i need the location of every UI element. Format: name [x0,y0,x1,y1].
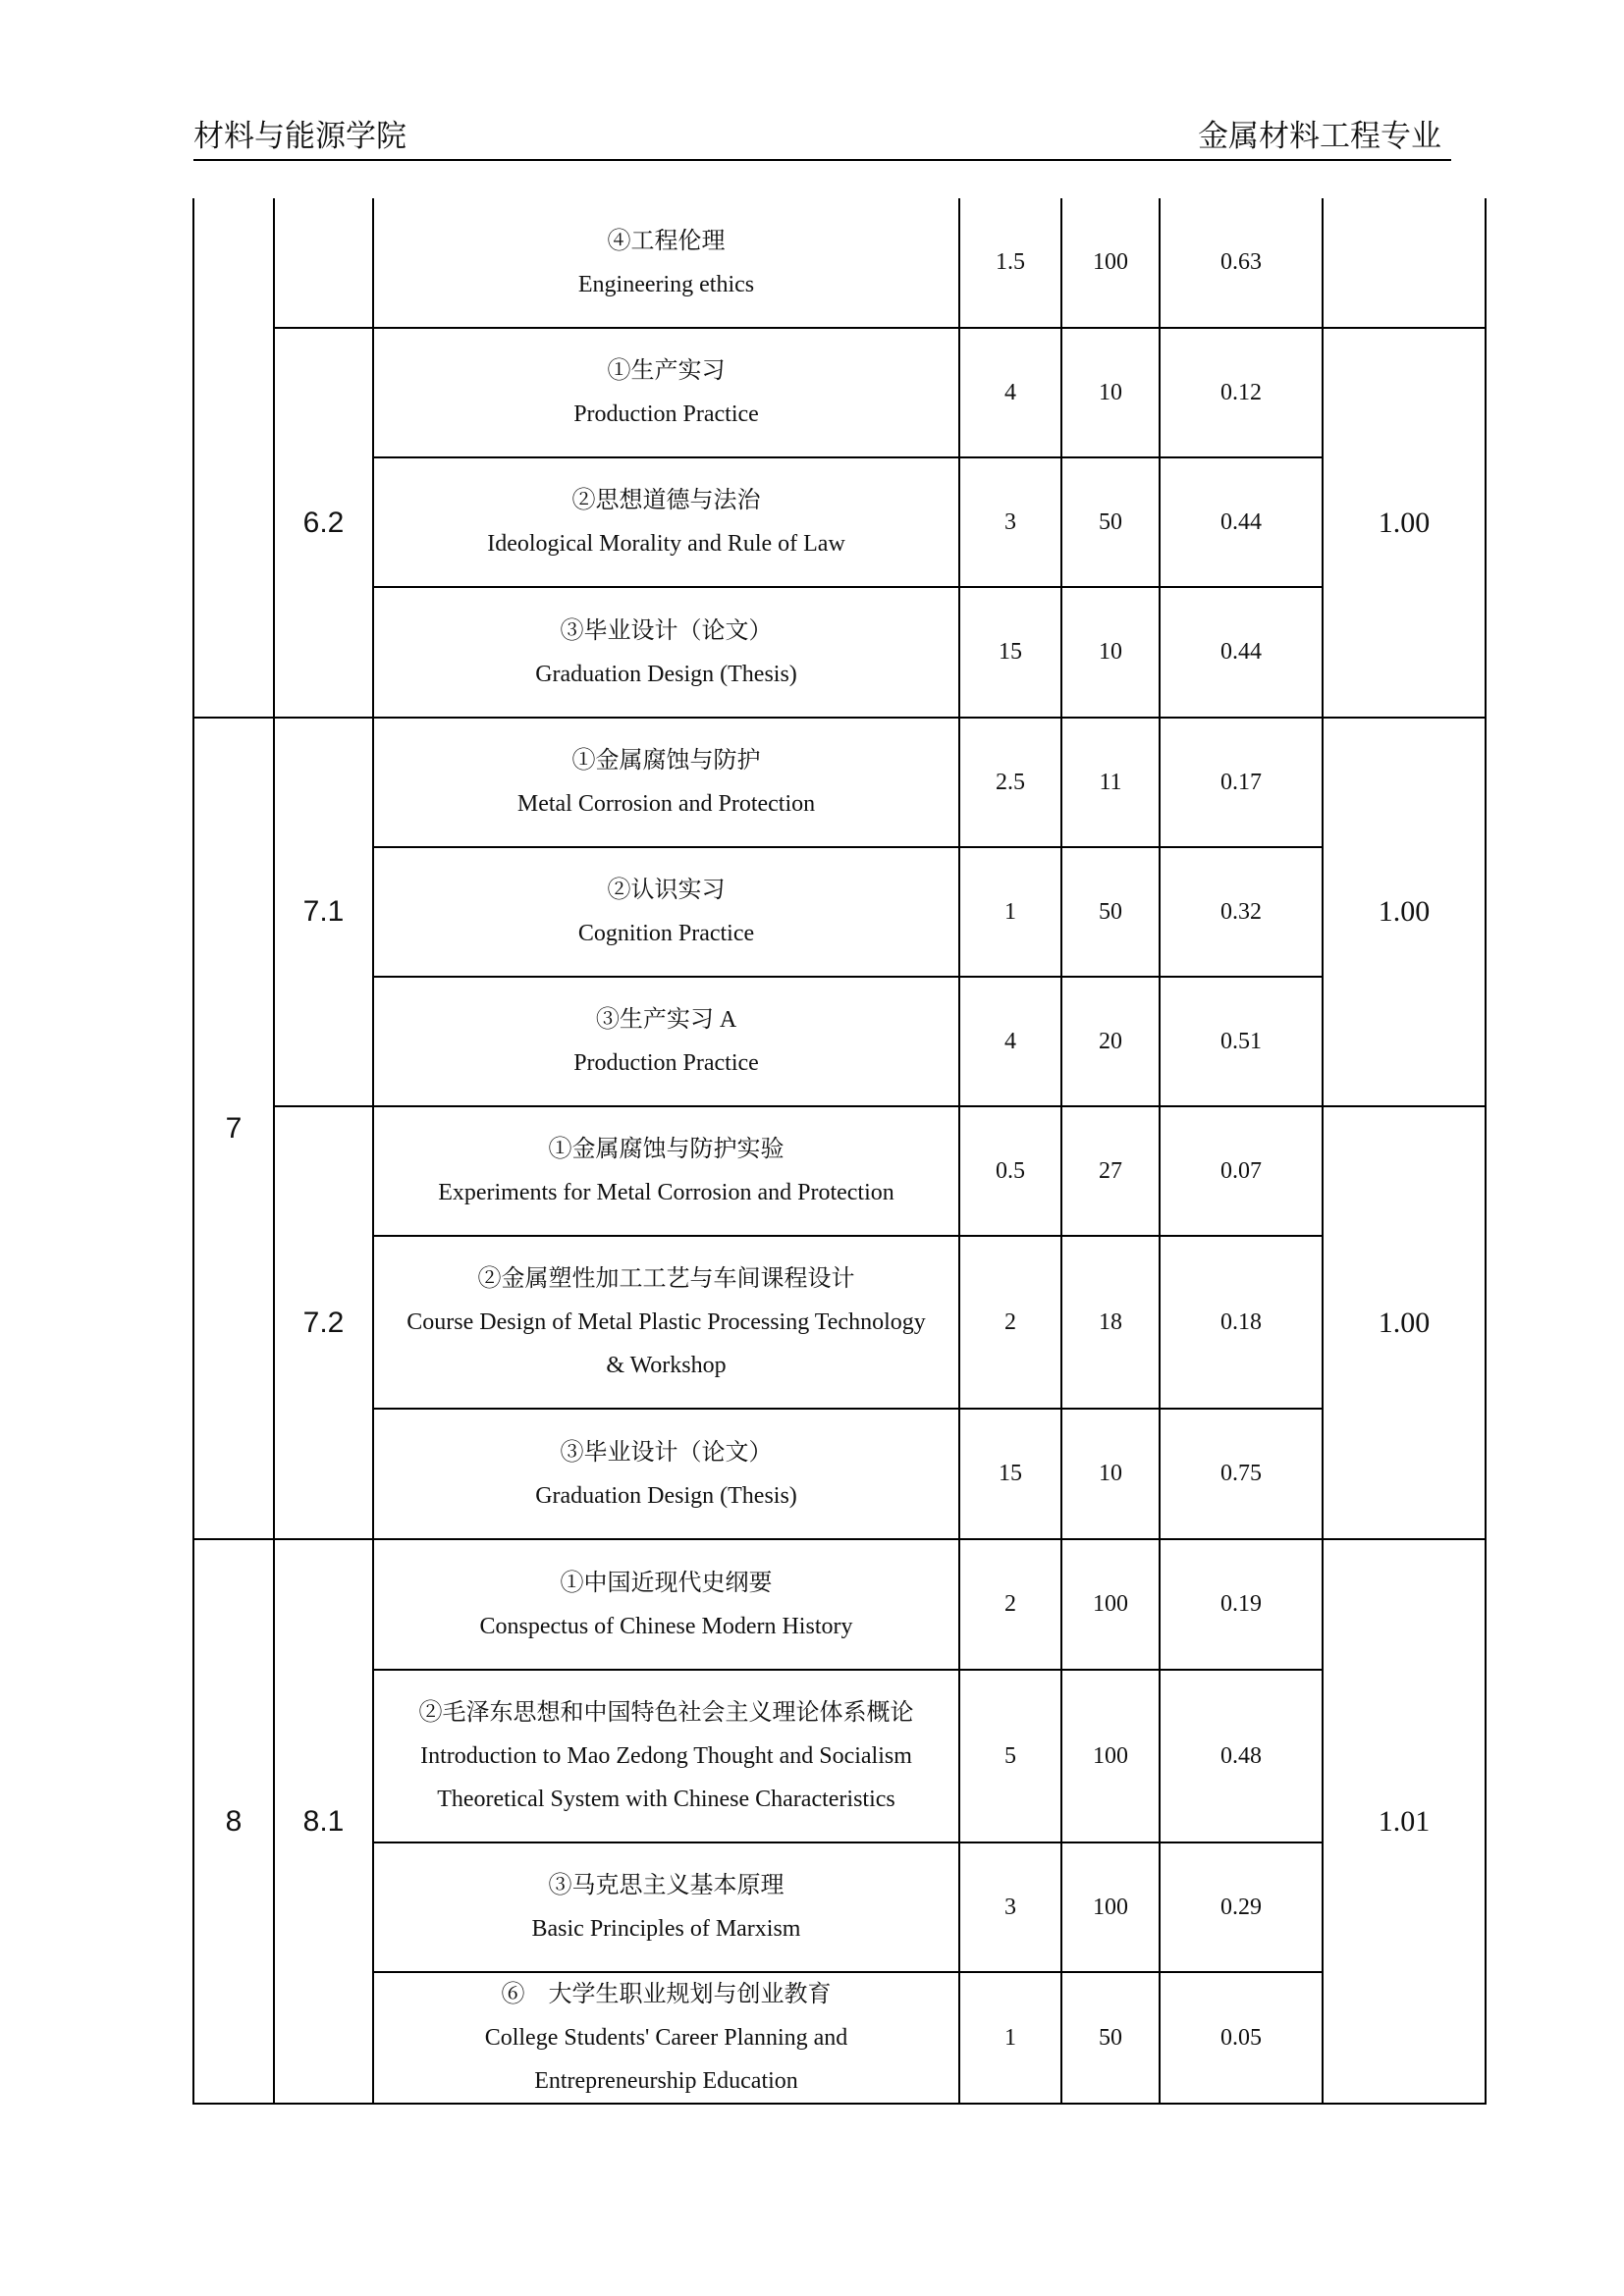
course-name-en: Metal Corrosion and Protection [516,791,816,817]
requirement-cell: 8 [193,1539,274,2104]
credit-cell: 2.5 [959,718,1061,847]
course-name-cn: ②思想道德与法治 [571,488,761,513]
course-name-cn: ②毛泽东思想和中国特色社会主义理论体系概论 [418,1700,914,1726]
score-cell: 27 [1061,1106,1160,1236]
score-cell: 100 [1061,198,1160,328]
indicator-cell: 7.1 [274,718,373,1106]
course-name-en: Cognition Practice [577,921,755,946]
table-row [193,587,1486,718]
course-cell [373,1972,959,2104]
requirement-cell [193,198,274,718]
course-cell [373,847,959,977]
course-name-en: Ideological Morality and Rule of Law [487,531,845,557]
course-cell [373,1409,959,1539]
credit-cell: 1 [959,847,1061,977]
score-cell: 10 [1061,1409,1160,1539]
score-cell: 100 [1061,1670,1160,1842]
course-name-cn: ①生产实习 [607,358,726,384]
table-row [193,198,1486,328]
credit-cell: 3 [959,457,1061,587]
course-name-cn: ⑥ 大学生职业规划与创业教育 [501,1982,832,2007]
weight-sum-cell: 1.01 [1323,1539,1486,2104]
weight-cell: 0.51 [1160,977,1323,1106]
course-cell [373,328,959,457]
weight-cell: 0.44 [1160,587,1323,718]
credit-cell: 2 [959,1236,1061,1409]
course-cell [373,587,959,718]
table-row [193,1539,1486,1670]
course-name-en: Introduction to Mao Zedong Thought and Socialism [420,1743,912,1769]
weight-cell: 0.75 [1160,1409,1323,1539]
indicator-cell: 7.2 [274,1106,373,1539]
course-name-en: Conspectus of Chinese Modern History [479,1613,853,1639]
table-row [193,1106,1486,1236]
table-row [193,718,1486,847]
credit-cell: 1.5 [959,198,1061,328]
course-name-en: Basic Principles of Marxism [531,1916,801,1942]
header-college: 材料与能源学院 [193,119,406,153]
course-name-en: Production Practice [573,401,759,427]
score-cell: 18 [1061,1236,1160,1409]
weight-cell: 0.32 [1160,847,1323,977]
score-cell: 11 [1061,718,1160,847]
weight-cell: 0.63 [1160,198,1323,328]
course-name-en-cont: Theoretical System with Chinese Characteristics [437,1787,895,1812]
table-row [193,1236,1486,1409]
course-cell [373,1106,959,1236]
credit-cell: 1 [959,1972,1061,2104]
course-name-cn: ②认识实习 [607,878,726,903]
course-name-en: Production Practice [573,1050,759,1076]
score-cell: 100 [1061,1842,1160,1972]
credit-cell: 2 [959,1539,1061,1670]
course-name-en: Graduation Design (Thesis) [535,1482,797,1509]
weight-cell: 0.12 [1160,328,1323,457]
course-name-en: Engineering ethics [577,271,755,297]
table-row [193,1842,1486,1972]
page-header [193,110,1451,161]
weight-sum-cell [1323,198,1486,328]
credit-cell: 4 [959,977,1061,1106]
weight-cell: 0.19 [1160,1539,1323,1670]
course-name-cn: ③马克思主义基本原理 [548,1873,785,1898]
table-row [193,1409,1486,1539]
weight-sum-cell: 1.00 [1323,1106,1486,1539]
table-row [193,847,1486,977]
course-cell [373,1236,959,1409]
course-name-en: Course Design of Metal Plastic Processing Technology [406,1309,926,1335]
course-cell [373,977,959,1106]
score-cell: 10 [1061,587,1160,718]
course-name-en: Experiments for Metal Corrosion and Protection [438,1180,894,1205]
weight-cell: 0.07 [1160,1106,1323,1236]
course-cell [373,1539,959,1670]
course-cell [373,198,959,328]
weight-cell: 0.48 [1160,1670,1323,1842]
score-cell: 10 [1061,328,1160,457]
course-name-en: Graduation Design (Thesis) [535,661,797,687]
table-row [193,328,1486,457]
credit-cell: 3 [959,1842,1061,1972]
course-name-cn: ①中国近现代史纲要 [560,1570,773,1596]
course-cell [373,1670,959,1842]
course-name-cn: ④工程伦理 [607,228,726,254]
course-name-cn: ③毕业设计（论文） [560,617,773,644]
course-cell [373,457,959,587]
weight-cell: 0.44 [1160,457,1323,587]
course-name-en-cont: & Workshop [606,1353,727,1378]
score-cell: 50 [1061,1972,1160,2104]
weight-cell: 0.29 [1160,1842,1323,1972]
weight-sum-cell: 1.00 [1323,328,1486,718]
score-cell: 50 [1061,847,1160,977]
table-row [193,1972,1486,2104]
table-row [193,977,1486,1106]
course-cell [373,1842,959,1972]
requirement-cell: 7 [193,718,274,1539]
course-support-table [192,198,1487,2105]
weight-sum-cell: 1.00 [1323,718,1486,1106]
course-name-en-cont: Entrepreneurship Education [534,2068,798,2094]
credit-cell: 15 [959,1409,1061,1539]
course-name-cn: ②金属塑性加工工艺与车间课程设计 [477,1266,855,1292]
table-row [193,457,1486,587]
course-name-cn: ③毕业设计（论文） [560,1439,773,1466]
score-cell: 20 [1061,977,1160,1106]
header-major: 金属材料工程专业 [1198,119,1441,153]
credit-cell: 4 [959,328,1061,457]
credit-cell: 5 [959,1670,1061,1842]
credit-cell: 15 [959,587,1061,718]
score-cell: 50 [1061,457,1160,587]
course-name-cn: ①金属腐蚀与防护实验 [548,1137,785,1162]
course-name-en: College Students' Career Planning and [484,2025,848,2051]
weight-cell: 0.18 [1160,1236,1323,1409]
indicator-cell: 6.2 [274,328,373,718]
table-row [193,1670,1486,1842]
weight-cell: 0.17 [1160,718,1323,847]
credit-cell: 0.5 [959,1106,1061,1236]
indicator-cell [274,198,373,328]
weight-cell: 0.05 [1160,1972,1323,2104]
course-name-cn: ①金属腐蚀与防护 [571,748,761,774]
score-cell: 100 [1061,1539,1160,1670]
indicator-cell: 8.1 [274,1539,373,2104]
course-name-cn: ③生产实习 A [595,1007,737,1033]
course-cell [373,718,959,847]
